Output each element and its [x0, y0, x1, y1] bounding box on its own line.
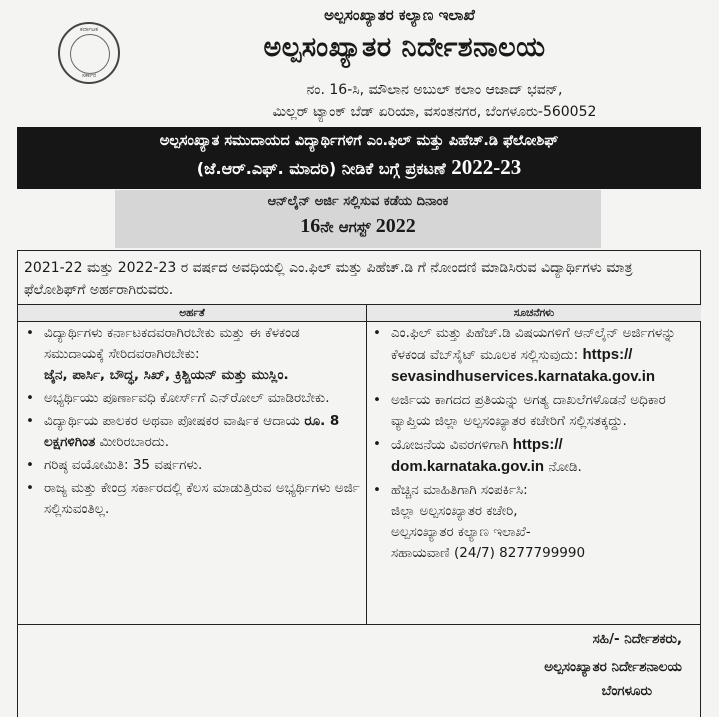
eligibility-header: ಅರ್ಹತೆ	[18, 304, 366, 322]
dom-link[interactable]: https://	[512, 436, 563, 453]
instruction-item-3-end: ನೋಡಿ.	[548, 459, 582, 475]
income-limit: ರೂ. 8 ಲಕ್ಷಗಳಿಗಿಂತ	[44, 413, 340, 450]
deadline-day: 16	[300, 215, 321, 237]
signature-line-2: ಅಲ್ಪಸಂಖ್ಯಾತರ ನಿರ್ದೇಶನಾಲಯ	[544, 659, 682, 675]
list-item	[26, 478, 361, 520]
bullet-icon: •	[26, 413, 34, 429]
address-line-2: ಮಿಲ್ಲರ್ ಟ್ಯಾಂಕ್ ಬೆಡ್ ಏರಿಯಾ, ವಸಂತನಗರ, ಬೆಂಗಳೂರು-560052	[272, 104, 597, 120]
list-item	[373, 323, 693, 388]
deadline-suffix: ನೇ ಆಗಸ್ಟ್	[320, 218, 371, 236]
seal-bottom-text: ಸರ್ಕಾರ	[81, 72, 97, 79]
eligibility-item-2: ಅಭ್ಯರ್ಥಿಯು ಪೂರ್ಣಾವಧಿ ಕೋರ್ಸ್‌ಗೆ ಎನ್‌ರೋಲ್ ಮಾಡಿರಬೇಕು.	[44, 390, 330, 406]
bullet-icon: •	[26, 390, 34, 406]
deadline-box	[115, 190, 601, 248]
district-office: ಜಿಲ್ಲಾ ಅಲ್ಪಸಂಖ್ಯಾತರ ಕಚೇರಿ,	[391, 503, 518, 519]
eligibility-communities: ಜೈನ, ಪಾರ್ಸಿ, ಬೌದ್ಧ, ಸಿಖ್, ಕ್ರಿಶ್ಚಿಯನ್ ಮತ್ತು ಮುಸ್ಲಿಂ.	[44, 367, 289, 383]
banner-line-2-text: (ಜೆ.ಆರ್.ಎಫ್. ಮಾದರಿ) ನೀಡಿಕೆ ಬಗ್ಗೆ ಪ್ರಕಟಣೆ	[196, 159, 446, 178]
details-box	[17, 250, 701, 625]
list-item	[26, 455, 361, 476]
instruction-item-2: ಅರ್ಜಿಯ ಕಾಗದದ ಪ್ರತಿಯನ್ನು ಅಗತ್ಯ ದಾಖಲೆಗಳೊಡನೆ ಅಧಿಕಾರ ವ್ಯಾಪ್ತಿಯ ಜಿಲ್ಲಾ ಅಲ್ಪಸಂಖ್ಯಾತರ ಕಚೇರಿಗೆ ಸಲ್ಲಿಸತಕ್ಕದ್ದು.	[391, 392, 666, 429]
banner-line-2	[17, 149, 701, 180]
instructions-column	[373, 323, 693, 566]
bullet-icon: •	[26, 325, 34, 341]
list-item	[26, 411, 361, 453]
eligibility-item-4: ಗರಿಷ್ಠ ವಯೋಮಿತಿ: 35 ವರ್ಷಗಳು.	[44, 457, 203, 473]
bullet-icon: •	[373, 482, 381, 498]
banner-line-1: ಅಲ್ಪಸಂಖ್ಯಾತ ಸಮುದಾಯದ ವಿದ್ಯಾರ್ಥಿಗಳಿಗೆ ಎಂ.ಫಿಲ್ ಮತ್ತು ಪಿಹೆಚ್.ಡಿ ಫೆಲೋಶಿಫ್	[159, 133, 559, 149]
eligibility-item-5: ರಾಜ್ಯ ಮತ್ತು ಕೇಂದ್ರ ಸರ್ಕಾರದಲ್ಲಿ ಕೆಲಸ ಮಾಡುತ್ತಿರುವ ಅಭ್ಯರ್ಥಿಗಳು ಅರ್ಜಿ ಸಲ್ಲಿಸುವಂತಿಲ್ಲ.	[44, 480, 360, 517]
bullet-icon: •	[373, 392, 381, 408]
department-name: ಅಲ್ಪಸಂಖ್ಯಾತರ ಕಲ್ಯಾಣ ಇಲಾಖೆ	[324, 6, 475, 24]
banner-year: 2022-23	[451, 155, 522, 179]
address-line-1: ನಂ. 16-ಸಿ, ಮೌಲಾನ ಅಬುಲ್ ಕಲಾಂ ಆಜಾದ್ ಭವನ್,	[306, 82, 563, 98]
bullet-icon: •	[373, 436, 381, 452]
bullet-icon: •	[26, 457, 34, 473]
sevasindhu-link[interactable]: https://	[582, 346, 633, 363]
directorate-title: ಅಲ್ಪಸಂಖ್ಯಾತರ ನಿರ್ದೇಶನಾಲಯ	[263, 32, 546, 63]
column-divider	[366, 304, 367, 624]
eligibility-item-3-end: ಮೀರಿರಬಾರದು.	[99, 434, 170, 450]
list-item	[373, 390, 693, 432]
list-item	[26, 388, 361, 409]
eligibility-column	[26, 323, 361, 522]
seal-top-text: ಕರ್ನಾಟಕ	[80, 26, 98, 33]
eligibility-item-3: ವಿದ್ಯಾರ್ಥಿಯ ಪಾಲಕರ ಅಥವಾ ಪೋಷಕರ ವಾರ್ಷಿಕ ಆದಾಯ	[44, 413, 301, 429]
list-item	[373, 434, 693, 478]
announcement-banner	[17, 127, 701, 189]
sevasindhu-link-domain[interactable]: sevasindhuservices.karnataka.gov.in	[391, 368, 656, 385]
helpline: ಸಹಾಯವಾಣಿ (24/7) 8277799990	[391, 545, 586, 561]
instruction-item-1: ಎಂ.ಫಿಲ್ ಮತ್ತು ಪಿಹೆಚ್.ಡಿ ವಿಷಯಗಳಿಗೆ ಆನ್‌ಲೈನ್ ಅರ್ಜಿಗಳನ್ನು ಕೆಳಕಂಡ ವೆಬ್‌ಸೈಟ್ ಮೂಲಕ ಸಲ್ಲಿಸುವುದು:	[391, 325, 676, 363]
dom-link-domain[interactable]: dom.karnataka.gov.in	[391, 458, 545, 475]
instruction-item-4: ಹೆಚ್ಚಿನ ಮಾಹಿತಿಗಾಗಿ ಸಂಪರ್ಕಿಸಿ:	[391, 482, 528, 498]
instruction-item-3: ಯೋಜನೆಯ ವಿವರಗಳಿಗಾಗಿ	[391, 437, 509, 453]
signature-line-1: ಸಹಿ/- ನಿರ್ದೇಶಕರು,	[592, 631, 682, 647]
eligibility-item-1: ವಿದ್ಯಾರ್ಥಿಗಳು ಕರ್ನಾಟಕದವರಾಗಿರಬೇಕು ಮತ್ತು ಈ ಕೆಳಕಂಡ ಸಮುದಾಯಕ್ಕೆ ಸೇರಿದವರಾಗಿರಬೇಕು:	[44, 325, 300, 362]
intro-text: 2021-22 ಮತ್ತು 2022-23 ರ ವರ್ಷದ ಅವಧಿಯಲ್ಲಿ ಎಂ.ಫಿಲ್ ಮತ್ತು ಪಿಹೆಚ್.ಡಿ ಗೆ ನೋಂದಣಿ ಮಾಡಿಸಿರುವ ವಿದ್ಯಾರ್ಥಿಗಳು ಮಾತ್ರ ಫೆಲೋಶಿಫ್‌ಗೆ ಅರ್ಹರಾಗಿರುವರು.	[24, 260, 633, 298]
deadline-label: ಆನ್‌ಲೈನ್ ಅರ್ಜಿ ಸಲ್ಲಿಸುವ ಕಡೆಯ ದಿನಾಂಕ	[267, 194, 449, 209]
bullet-icon: •	[373, 325, 381, 341]
list-item	[373, 480, 693, 564]
signature-block	[17, 625, 701, 717]
deadline-date	[115, 209, 601, 238]
list-item	[26, 323, 361, 386]
instructions-header: ಸೂಚನೆಗಳು	[366, 304, 701, 322]
deadline-year: 2022	[375, 215, 416, 237]
signature-line-3: ಬೆಂಗಳೂರು	[601, 683, 652, 699]
bullet-icon: •	[26, 480, 34, 496]
welfare-department: ಅಲ್ಪಸಂಖ್ಯಾತರ ಕಲ್ಯಾಣ ಇಲಾಖೆ-	[391, 524, 531, 540]
